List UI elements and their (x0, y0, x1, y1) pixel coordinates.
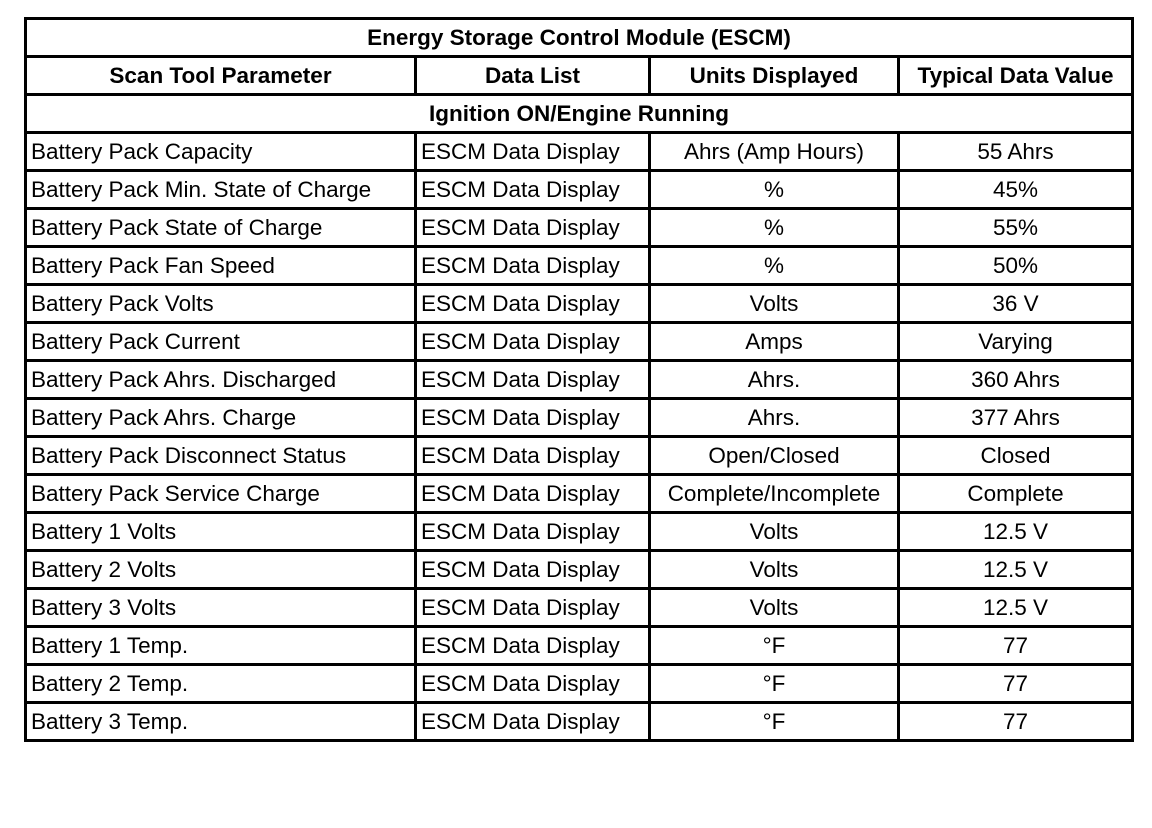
typical-value-cell: 50% (899, 247, 1133, 285)
units-cell: Volts (650, 589, 899, 627)
table-row (26, 703, 1133, 741)
units-cell: Amps (650, 323, 899, 361)
units-cell: Ahrs (Amp Hours) (650, 133, 899, 171)
units-cell: °F (650, 703, 899, 741)
units-cell: °F (650, 627, 899, 665)
parameter-cell: Battery Pack Ahrs. Discharged (26, 361, 416, 399)
typical-value-cell: 55 Ahrs (899, 133, 1133, 171)
header-data-list: Data List (416, 57, 650, 95)
typical-value-cell: 377 Ahrs (899, 399, 1133, 437)
parameter-cell: Battery 2 Temp. (26, 665, 416, 703)
parameter-cell: Battery 1 Volts (26, 513, 416, 551)
table-row (26, 361, 1133, 399)
data-list-cell: ESCM Data Display (416, 475, 650, 513)
typical-value-cell: 77 (899, 665, 1133, 703)
parameter-cell: Battery Pack State of Charge (26, 209, 416, 247)
units-cell: % (650, 247, 899, 285)
escm-data-table (24, 17, 1134, 742)
data-list-cell: ESCM Data Display (416, 285, 650, 323)
typical-value-cell: 77 (899, 627, 1133, 665)
table-row (26, 551, 1133, 589)
parameter-cell: Battery Pack Volts (26, 285, 416, 323)
typical-value-cell: 45% (899, 171, 1133, 209)
typical-value-cell: Complete (899, 475, 1133, 513)
typical-value-cell: 77 (899, 703, 1133, 741)
section-label: Ignition ON/Engine Running (26, 95, 1133, 133)
parameter-cell: Battery Pack Fan Speed (26, 247, 416, 285)
parameter-cell: Battery Pack Current (26, 323, 416, 361)
table-row (26, 399, 1133, 437)
units-cell: Ahrs. (650, 399, 899, 437)
table-row (26, 589, 1133, 627)
table-row (26, 437, 1133, 475)
header-row (26, 57, 1133, 95)
parameter-cell: Battery Pack Service Charge (26, 475, 416, 513)
data-list-cell: ESCM Data Display (416, 627, 650, 665)
data-list-cell: ESCM Data Display (416, 247, 650, 285)
data-list-cell: ESCM Data Display (416, 589, 650, 627)
parameter-cell: Battery 2 Volts (26, 551, 416, 589)
data-list-cell: ESCM Data Display (416, 399, 650, 437)
parameter-cell: Battery Pack Disconnect Status (26, 437, 416, 475)
typical-value-cell: 55% (899, 209, 1133, 247)
table-row (26, 513, 1133, 551)
units-cell: Complete/Incomplete (650, 475, 899, 513)
units-cell: Volts (650, 285, 899, 323)
parameter-cell: Battery 3 Volts (26, 589, 416, 627)
table-row (26, 285, 1133, 323)
typical-value-cell: Closed (899, 437, 1133, 475)
units-cell: Ahrs. (650, 361, 899, 399)
data-list-cell: ESCM Data Display (416, 703, 650, 741)
typical-value-cell: 36 V (899, 285, 1133, 323)
header-typical-data-value: Typical Data Value (899, 57, 1133, 95)
header-units-displayed: Units Displayed (650, 57, 899, 95)
table-row (26, 247, 1133, 285)
table-row (26, 323, 1133, 361)
section-row (26, 95, 1133, 133)
table-row (26, 209, 1133, 247)
units-cell: % (650, 171, 899, 209)
data-list-cell: ESCM Data Display (416, 361, 650, 399)
table-row (26, 627, 1133, 665)
data-list-cell: ESCM Data Display (416, 437, 650, 475)
units-cell: Open/Closed (650, 437, 899, 475)
parameter-cell: Battery 3 Temp. (26, 703, 416, 741)
units-cell: Volts (650, 513, 899, 551)
table-row (26, 665, 1133, 703)
typical-value-cell: Varying (899, 323, 1133, 361)
units-cell: °F (650, 665, 899, 703)
typical-value-cell: 12.5 V (899, 513, 1133, 551)
data-list-cell: ESCM Data Display (416, 665, 650, 703)
data-list-cell: ESCM Data Display (416, 133, 650, 171)
header-scan-tool-parameter: Scan Tool Parameter (26, 57, 416, 95)
units-cell: % (650, 209, 899, 247)
data-list-cell: ESCM Data Display (416, 513, 650, 551)
parameter-cell: Battery Pack Min. State of Charge (26, 171, 416, 209)
table-title: Energy Storage Control Module (ESCM) (26, 19, 1133, 57)
data-list-cell: ESCM Data Display (416, 209, 650, 247)
typical-value-cell: 12.5 V (899, 589, 1133, 627)
units-cell: Volts (650, 551, 899, 589)
data-list-cell: ESCM Data Display (416, 323, 650, 361)
table-body (26, 133, 1133, 741)
table-row (26, 475, 1133, 513)
typical-value-cell: 360 Ahrs (899, 361, 1133, 399)
parameter-cell: Battery Pack Capacity (26, 133, 416, 171)
data-list-cell: ESCM Data Display (416, 551, 650, 589)
table-row (26, 133, 1133, 171)
parameter-cell: Battery 1 Temp. (26, 627, 416, 665)
title-row (26, 19, 1133, 57)
data-list-cell: ESCM Data Display (416, 171, 650, 209)
typical-value-cell: 12.5 V (899, 551, 1133, 589)
table-row (26, 171, 1133, 209)
parameter-cell: Battery Pack Ahrs. Charge (26, 399, 416, 437)
